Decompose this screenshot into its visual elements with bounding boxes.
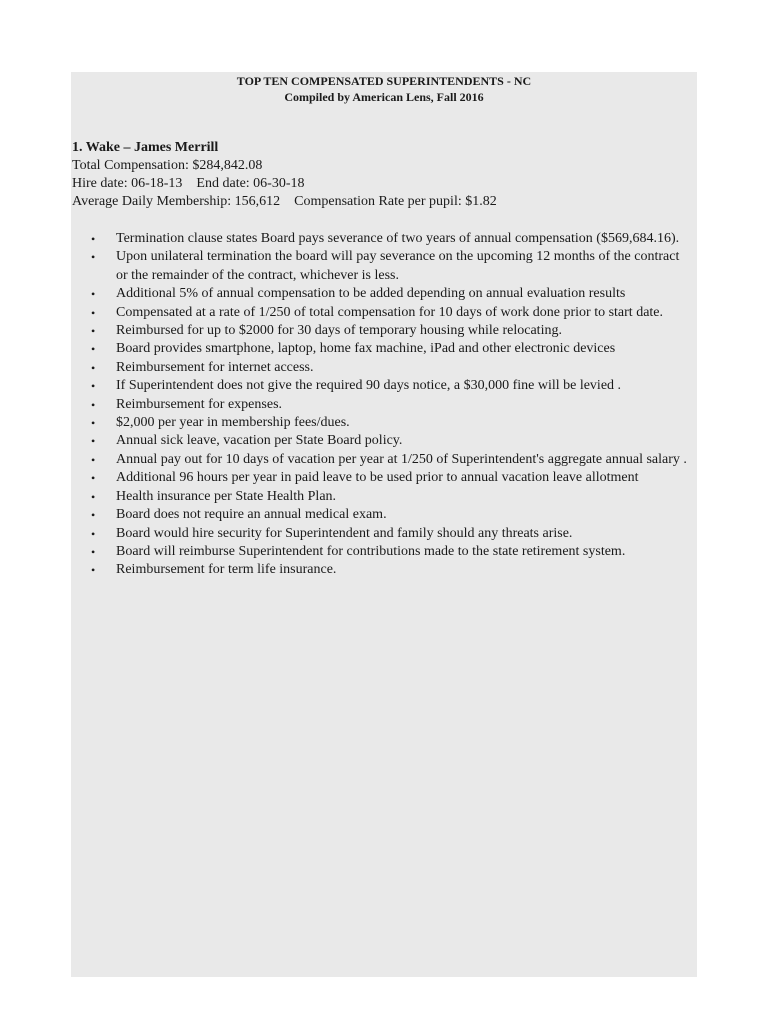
list-item-text: Reimbursement for internet access. bbox=[116, 359, 314, 375]
section-heading: 1. Wake – James Merrill bbox=[72, 140, 219, 155]
bullet-icon: • bbox=[91, 360, 96, 375]
bullet-icon: • bbox=[91, 379, 96, 394]
bullet-icon: • bbox=[91, 416, 96, 431]
list-item bbox=[71, 414, 697, 432]
compensation-rate: Compensation Rate per pupil: $1.82 bbox=[294, 194, 497, 209]
average-daily-membership: Average Daily Membership: 156,612 bbox=[72, 194, 281, 209]
bullet-icon: • bbox=[91, 397, 96, 412]
bullet-icon: • bbox=[91, 250, 96, 265]
list-item-text: Board provides smartphone, laptop, home fax machine, iPad and other electronic devices bbox=[116, 341, 616, 357]
list-item bbox=[71, 469, 697, 487]
list-item-text: Board does not require an annual medical exam. bbox=[116, 507, 387, 523]
total-compensation: Total Compensation: $284,842.08 bbox=[72, 158, 263, 173]
dates-line bbox=[72, 175, 305, 193]
list-item-text: Health insurance per State Health Plan. bbox=[116, 488, 337, 504]
list-item bbox=[71, 451, 697, 469]
list-item-text: Board would hire security for Superintendent and family should any threats arise. bbox=[116, 525, 573, 541]
membership-line bbox=[72, 193, 497, 211]
bullet-icon: • bbox=[91, 342, 96, 357]
hire-date: Hire date: 06-18-13 bbox=[72, 176, 183, 191]
list-item bbox=[71, 359, 697, 377]
document-subtitle: Compiled by American Lens, Fall 2016 bbox=[284, 90, 484, 104]
list-item bbox=[71, 543, 697, 561]
document-page bbox=[71, 72, 697, 977]
list-item-text: Additional 96 hours per year in paid leave to be used prior to annual vacation leave allotment bbox=[116, 470, 639, 486]
end-date: End date: 06-30-18 bbox=[196, 176, 305, 191]
bullet-icon: • bbox=[91, 232, 96, 246]
list-item-text: Additional 5% of annual compensation to be added depending on annual evaluation results bbox=[116, 286, 626, 302]
list-item-text: Board will reimburse Superintendent for contributions made to the state retirement system. bbox=[116, 543, 626, 559]
bullet-icon: • bbox=[91, 544, 96, 559]
list-item bbox=[71, 304, 697, 322]
list-item-text: $2,000 per year in membership fees/dues. bbox=[116, 415, 350, 431]
list-item bbox=[71, 248, 697, 285]
bullet-icon: • bbox=[91, 305, 96, 320]
bullet-icon: • bbox=[91, 526, 96, 541]
total-compensation-line bbox=[72, 157, 262, 175]
list-item bbox=[71, 230, 697, 248]
list-item bbox=[71, 377, 697, 395]
list-item-text: Reimbursement for expenses. bbox=[116, 396, 283, 412]
list-item bbox=[71, 396, 697, 414]
bullet-icon: • bbox=[91, 452, 96, 467]
list-item-text: Compensated at a rate of 1/250 of total compensation for 10 days of work done prior to start date. bbox=[116, 304, 664, 320]
list-item bbox=[71, 340, 697, 358]
list-item-text: Upon unilateral termination the board will pay severance on the upcoming 12 months of the contract or the remainder of the contract, whichever is less. bbox=[116, 249, 680, 283]
document-title: TOP TEN COMPENSATED SUPERINTENDENTS - NC bbox=[236, 74, 532, 88]
bullet-icon: • bbox=[91, 324, 96, 339]
list-item-text: If Superintendent does not give the required 90 days notice, a $30,000 fine will be levied . bbox=[116, 378, 622, 394]
provisions-list bbox=[71, 230, 697, 580]
list-item bbox=[71, 488, 697, 506]
bullet-icon: • bbox=[91, 489, 96, 504]
list-item bbox=[71, 506, 697, 524]
list-item bbox=[71, 285, 697, 303]
bullet-icon: • bbox=[91, 471, 96, 486]
list-item-text: Reimbursement for term life insurance. bbox=[116, 562, 337, 578]
bullet-icon: • bbox=[91, 287, 96, 302]
list-item bbox=[71, 525, 697, 543]
list-item bbox=[71, 432, 697, 450]
list-item-text: Annual sick leave, vacation per State Board policy. bbox=[116, 433, 403, 449]
list-item bbox=[71, 561, 697, 579]
list-item-text: Termination clause states Board pays severance of two years of annual compensation ($569,684.16). bbox=[116, 231, 680, 246]
bullet-icon: • bbox=[91, 434, 96, 449]
bullet-icon: • bbox=[91, 563, 96, 578]
list-item-text: Annual pay out for 10 days of vacation per year at 1/250 of Superintendent's aggregate annual salary . bbox=[116, 451, 687, 467]
bullet-icon: • bbox=[91, 508, 96, 523]
list-item-text: Reimbursed for up to $2000 for 30 days of temporary housing while relocating. bbox=[116, 323, 562, 339]
list-item bbox=[71, 322, 697, 340]
